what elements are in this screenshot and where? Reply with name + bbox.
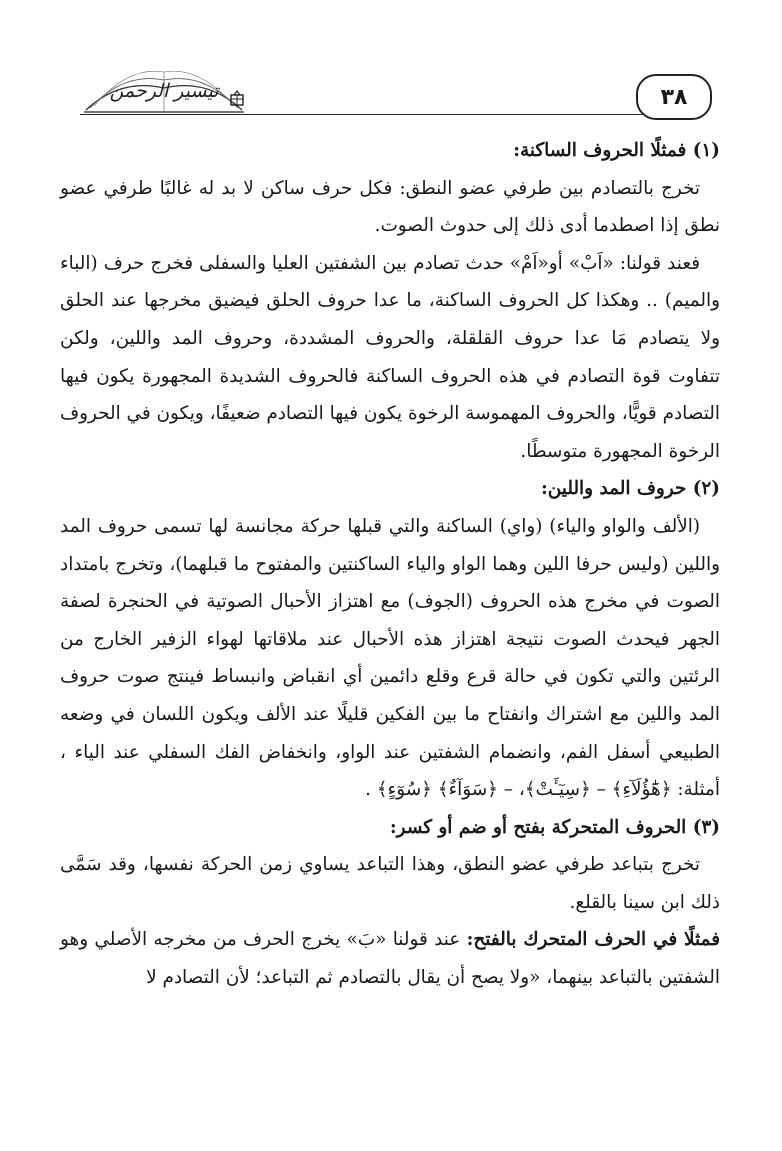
paragraph-1: تخرج بالتصادم بين طرفي عضو النطق: فكل حرف ساكن لا بد له غالبًا طرفي عضو نطق إذا اصطدما أدى ذلك إلى حدوث الصوت. — [60, 177, 720, 237]
paragraph-5-text: عند قولنا «بَ» يخرج الحرف من مخرجه الأصلي وهو الشفتين بالتباعد بينهما، «ولا يصح أن يقال بالتصادم ثم التباعد؛ لأن التصادم لا — [60, 929, 720, 989]
section-heading-2: (٢) حروف المد واللين: — [541, 478, 720, 500]
paragraph-4: تخرج بتباعد طرفي عضو النطق، وهذا التباعد يساوي زمن الحركة نفسها، وقد سَمَّى ذلك ابن سينا بالقلع. — [60, 854, 720, 913]
paragraph-5-lead: فمثلًا في الحرف المتحرك بالفتح: — [466, 929, 720, 951]
page-body — [60, 132, 720, 997]
book-title: تيسير الرحمن — [109, 80, 219, 102]
paragraph-3: (الألف والواو والياء) (واي) الساكنة والتي قبلها حركة مجانسة لها تسمى حروف المد واللين (وليس حرفا اللين وهما الواو والياء الساكنتين والمفتوح ما قبلهما)، وتخرج بامتداد الصوت في مخرج هذه الحروف (الجوف) مع اهتزاز الأحبال الصوتية في الحنجرة لصفة الجهر فيحدث الصوت نتيجة اهتزاز هذه الأحبال عند ملاقاتها لهواء الزفير الخارج من الرئتين والتي تكون في حالة قرع وقلع دائمين أي انقباض وانبساط فينتج صوت حروف المد واللين مع اشتراك وانفتاح ما بين الفكين قليلًا عند الألف ويكون اللسان في وضعه الطبيعي أسفل الفم، وانضمام الشفتين عند الواو، وانخفاض الفك السفلي عند الياء ، أمثلة: ﴿هَٰٓؤُلَآءِ﴾ – ﴿سِيٓـَٔتْ﴾، – ﴿سَوَآءٌ﴾ ﴿سُوٓءٍ﴾ . — [60, 515, 720, 801]
paragraph-5 — [60, 921, 720, 996]
section-heading-1: (١) فمثلًا الحروف الساكنة: — [513, 140, 720, 161]
paragraph-2: فعند قولنا: «اَبْ» أو«اَمْ» حدث تصادم بين الشفتين العليا والسفلى فخرج حرف (الباء والميم) .. وهكذا كل الحروف الساكنة، ما عدا حروف الحلق فيضيق مخرجها عند الحلق ولا يتصادم مَا عدا حروف القلقلة، والحروف المشددة، وحروف المد واللين، ولكن تتفاوت قوة التصادم في هذه الحروف الساكنة فالحروف الشديدة المجهورة يكون فيها التصادم قويًّا، والحروف المهموسة الرخوة يكون فيها التصادم ضعيفًا، ويكون في الحروف الرخوة المجهورة متوسطًا. — [60, 252, 720, 462]
section-heading-3: (٣) الحروف المتحركة بفتح أو ضم أو كسر: — [389, 816, 720, 838]
book-stand-icon — [230, 90, 244, 108]
page-header — [80, 58, 712, 124]
page-number: ٣٨ — [636, 74, 712, 120]
